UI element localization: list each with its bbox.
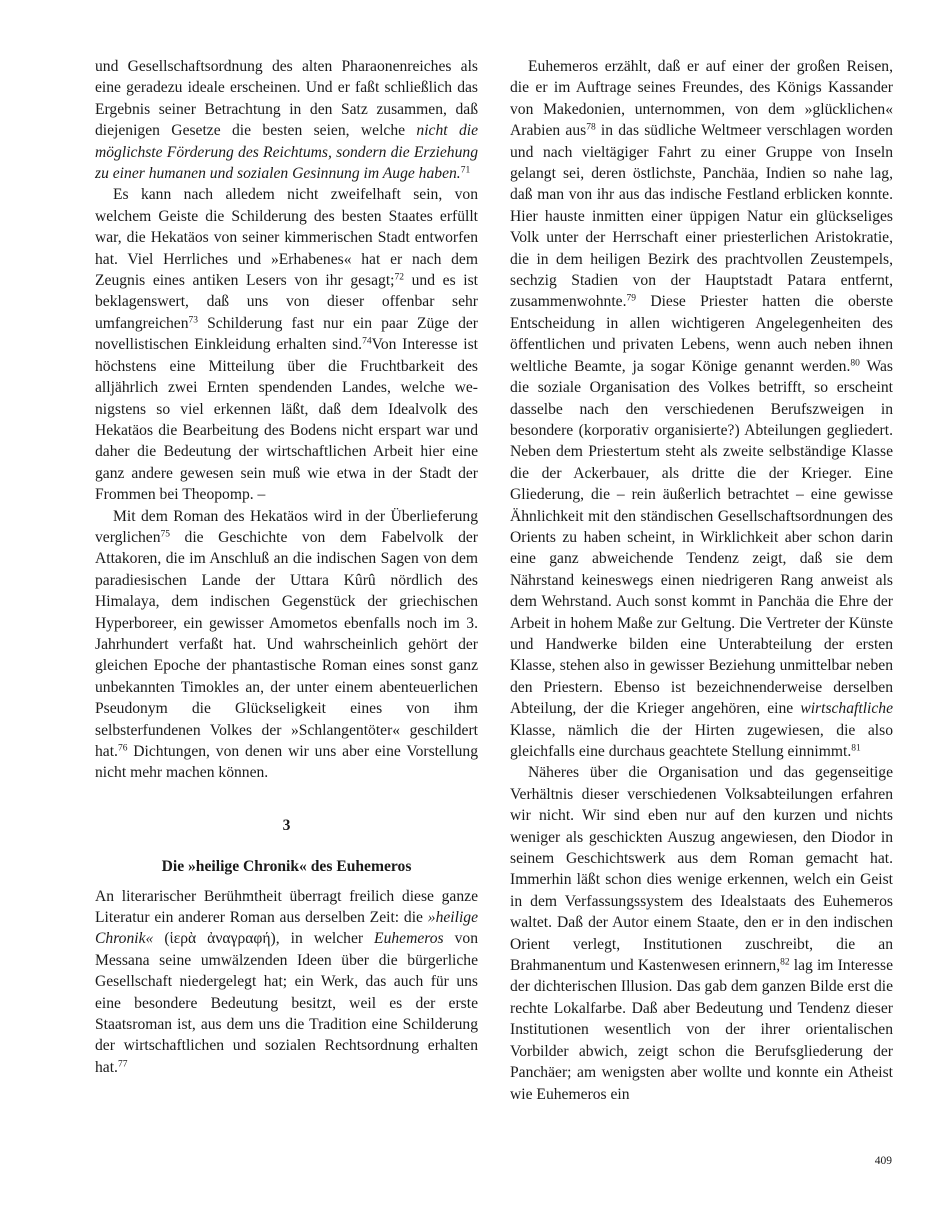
paragraph: An literarischer Berühmtheit überragt freilich diese ganze Literatur ein anderer Roman aus derselben Zeit: die »heilige Chronik« (ἱερὰ ἀναγραφή), in welcher Euhemeros von Messana seine umwälzenden Ideen über die bürgerliche Gesellschaft niedergelegt hat; ein Werk, das auch für uns eine besondere Bedeutung besitzt, weil es der erste Staatsroman ist, aus dem uns die Tradition eine Schilderung der wirtschaftlichen und sozialen Rechtsordnung erhalten hat.$^{77}$ <box>95 887 478 1076</box>
right-column <box>510 56 893 1105</box>
footnote-ref: 73 <box>188 315 199 326</box>
footnote-ref: 76 <box>117 743 128 754</box>
footnote-ref: 72 <box>394 272 405 283</box>
left-column <box>95 56 478 1078</box>
paragraph: Mit dem Roman des Hekatäos wird in der Überlieferung verglichen$^{75}$ die Geschichte von dem Fabelvolk der Attakoren, die im Anschluß an die indischen Sagen von dem paradiesischen Lande der Uttara Kûrû nördlich des Himalaya, dem indischen Gegenstück der griechischen Hyperboreer, ein gewisser Amometos ebenfalls noch im 3. Jahrhundert verfaßt hat. Und wahrscheinlich gehört der gleichen Epoche der phantastische Roman eines sonst ganz unbekannten Timokles an, der unter einem abenteuerlichen Pseudonym die Glückseligkeit eines von ihm selbsterfundenen Volkes der »Schlangentöter« geschildert hat.$^{76}$ Dichtungen, von denen wir uns aber eine Vorstellung nicht mehr machen können. <box>95 507 478 782</box>
footnote-ref: 80 <box>850 358 860 369</box>
footnote-ref: 77 <box>117 1059 128 1070</box>
section-number: 3 <box>282 816 291 834</box>
paragraph: Euhemeros erzählt, daß er auf einer der großen Reisen, die er im Auftrage seines Freundes, des Königs Kassander von Makedonien, unternommen, von dem »glücklichen« Arabien aus$^{78}$ in das südliche Weltmeer verschlagen worden und nach vieltägiger Fahrt zu einer Gruppe von Inseln gelangt sei, deren östlichste, Panchäa, Indien so nahe lag, daß man von ihr aus das indische Festland erblicken konnte. Hier hauste inmitten einer üppigen Natur ein glückseliges Volk unter der Herrschaft einer priesterlichen Aristokratie, die in dem heiligen Bezirk des prachtvollen Zeustempels, sechzig Stadien von der Hauptstadt Patara entfernt, zusammenwohnte.$^{79}$ Diese Priester hatten die oberste Entscheidung in allen wichtigeren Angelegenheiten des öffentlichen und privaten Lebens, wenn auch neben ihnen weltliche Beamte, ja sogar Könige genannt werden.$^{80}$ Was die soziale Organisation des Volkes betrifft, so erscheint dasselbe nach den verschiedenen Berufszweigen in besondere (korporativ organisierte?) Abteilungen gegliedert. Neben dem Priestertum steht als zweite selbständige Klasse die der Ackerbauer, als dritte die der Krieger. Eine Gliederung, die – rein äußerlich betrachtet – eine gewisse Ähnlichkeit mit den ständischen Gesellschaftsordnungen des Orients zu haben scheint, in Wirklichkeit aber schon darin eine ganz abweichende Tendenz zeigt, daß sie dem Nährstand keineswegs einen niedrigeren Rang anweist als dem Wehrstand. Auch sonst kommt in Panchäa die Ehre der Arbeit in hohem Maße zur Geltung. Die Vertreter der Künste und Handwerke bilden eine Unterabteilung der ersten Klasse, stehen also in gewisser Beziehung unmittelbar neben den Priestern. Ebenso ist bezeichnenderweise derselben Abteilung, der die Krieger angehören, eine wirtschaftliche Klasse, nämlich die der Hirten zugewiesen, die also gleichfalls eine durchaus geachtete Stellung einnimmt.$^{81}$ <box>510 58 894 760</box>
paragraph: Näheres über die Organisation und das gegenseitige Verhältnis dieser verschiedenen Volksabteilungen erfahren wir nicht. Wir sind eben nur auf den kurzen und nichts weniger als geschickten Auszug angewiesen, den Diodor in seinem Geschichtswerk aus dem Roman gemacht hat. Immerhin läßt schon dies wenige erkennen, welch ein Geist in dem Verfassungssystem des Idealstaats des Euhemeros waltet. Daß der Autor einem Staate, den er in den indischen Orient verlegt, Institutionen zuschreibt, die an Brahmanentum und Kastenwesen erinnern,$^{82}$ lag im Interesse der dichterischen Illusion. Das gab dem ganzen Bilde erst die rechte Lokalfarbe. Daß aber Bedeutung und Tendenz dieser Institutionen wesentlich von der ihrer orientalischen Vorbilder abwich, zeigt schon die Berufsgliederung der Panchäer; am wenigsten aber wollte und konnte ein Atheist wie Euhemeros ein <box>510 764 893 1103</box>
footnote-ref: 81 <box>851 743 861 754</box>
footnote-ref: 74 <box>362 336 372 347</box>
footnote-ref: 79 <box>626 293 636 304</box>
footnote-ref: 75 <box>160 529 171 540</box>
page-number: 409 <box>874 1155 892 1167</box>
section-title: Die »heilige Chronik« des Euhemeros <box>161 858 412 876</box>
paragraph: Es kann nach alledem nicht zweifelhaft sein, von welchem Geiste die Schilderung des besten Staates erfüllt war, die Hekatäos von seiner kimmerischen Stadt entworfen hat. Viel Herrliches und »Erhabenes« hat er nach dem Zeugnis eines antiken Lesers von ihr gesagt;$^{72}$ und es ist beklagenswert, daß uns von dieser offenbar sehr umfangreichen$^{73}$ Schilderung fast nur ein paar Züge der novellistischen Einkleidung erhalten sind.$^{74}$Von Interesse ist höchstens eine Mitteilung über die Fruchtbarkeit des alljährlich zwei Ernten spendenden Landes, welche wenigstens so viel erkennen läßt, daß dem Idealvolk des Hekatäos die Bearbeitung des Bodens nicht erspart war und daher die Bedeutung der wirtschaftlichen Arbeit hier eine ganz andere gewesen sein muß wie etwa in der Stadt der Frommen bei Theopomp. – <box>95 186 479 504</box>
footnote-ref: 71 <box>460 165 471 176</box>
footnote-ref: 78 <box>586 122 596 133</box>
paragraph: und Gesellschaftsordnung des alten Pharaonenreiches als eine geradezu ideale erscheinen. Und er faßt schließlich das Ergebnis seiner Betrachtung in den Satz zusammen, daß diejenigen Gesetze die besten seien, welche nicht die möglichste Förderung des Reichtums, sondern die Erziehung zu einer humanen und sozialen Gesinnung im Auge haben.$^{71}$ <box>95 58 478 183</box>
footnote-ref: 82 <box>780 957 790 968</box>
